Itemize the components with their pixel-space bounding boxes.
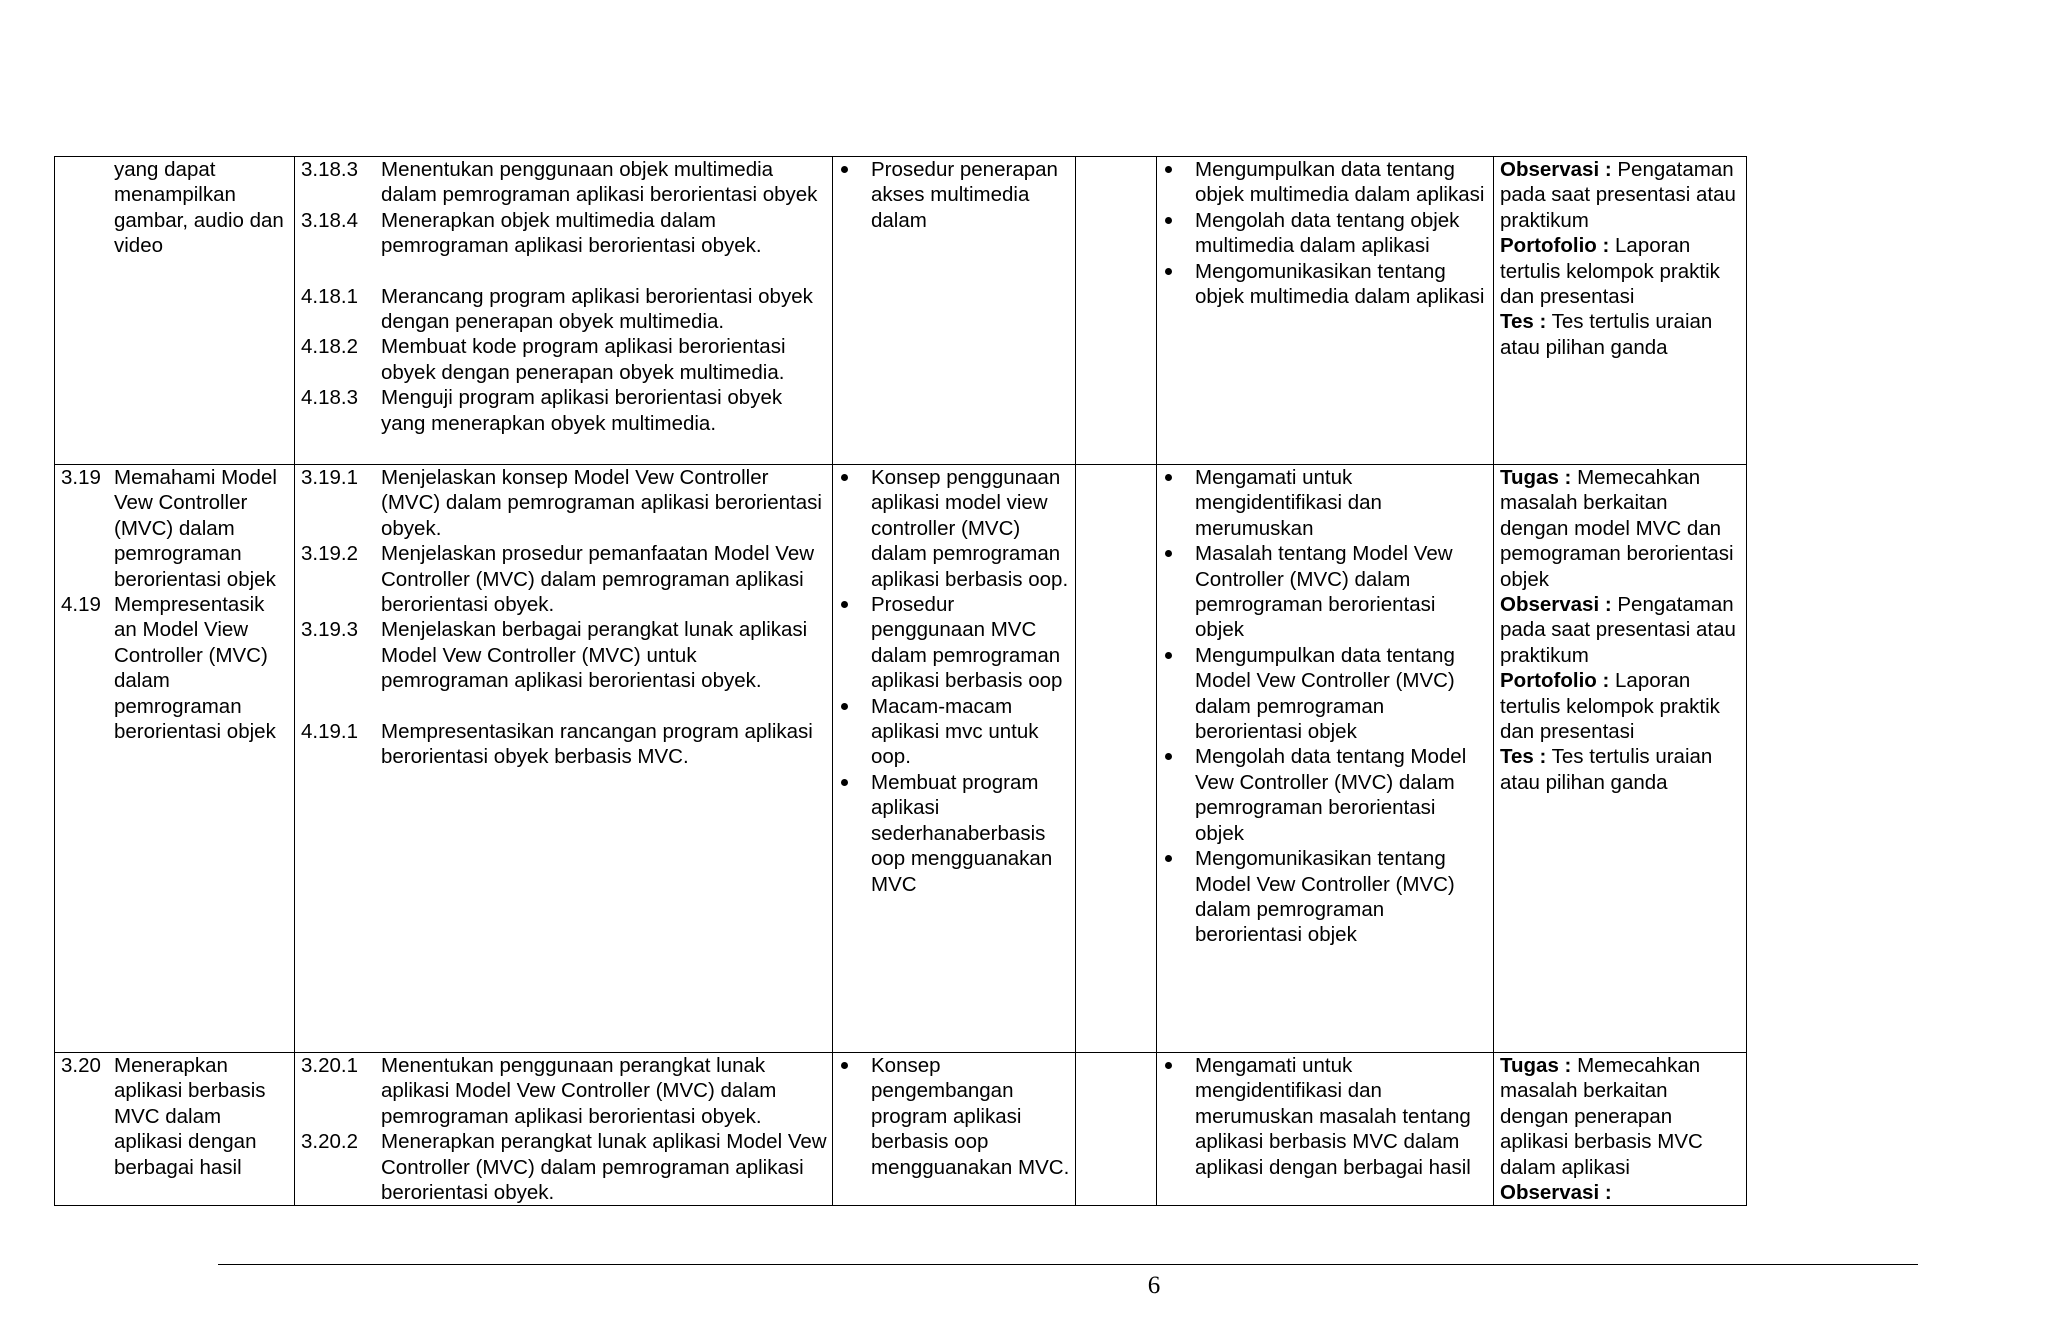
bullet-item — [1157, 541, 1488, 643]
kd-cell — [55, 1053, 295, 1206]
bullet-item — [833, 592, 1070, 694]
kd-cell — [55, 465, 295, 1053]
bullet-item — [833, 694, 1070, 770]
assessment-label: Tugas : — [1500, 1054, 1572, 1077]
indicator-number: 3.18.4 — [301, 208, 358, 232]
bullet-icon — [1157, 208, 1195, 259]
bullet-icon — [1157, 744, 1195, 846]
bullet-item — [1157, 259, 1488, 310]
indicator-number: 3.20.1 — [301, 1054, 358, 1077]
bullet-text: Mengomunikasikan tentang objek multimedia dalam aplikasi — [1195, 259, 1485, 309]
indicator-number: 4.19.1 — [301, 719, 358, 743]
indicator-item — [301, 465, 827, 541]
assessment-label: Observasi : — [1500, 593, 1612, 617]
bullet-item — [833, 1053, 1070, 1180]
indicator-item — [301, 617, 827, 693]
table-row — [55, 465, 1747, 1053]
indicator-text: Menentukan penggunaan perangkat lunak aplikasi Model Vew Controller (MVC) dalam pemrograman aplikasi berorientasi obyek. — [381, 1054, 777, 1128]
indicator-number: 4.18.3 — [301, 386, 358, 410]
bullet-item — [1157, 157, 1488, 208]
indicator-cell — [295, 465, 833, 1053]
indicator-item — [301, 1053, 827, 1129]
bullet-item — [1157, 208, 1488, 259]
bullet-text: Mengamati untuk mengidentifikasi dan merumuskan — [1195, 466, 1382, 540]
kd-number: 3.19 — [61, 466, 101, 489]
empty-cell — [1076, 157, 1157, 465]
page-number: 6 — [1147, 1272, 1161, 1299]
indicator-number: 3.19.2 — [301, 542, 358, 566]
indicator-item — [301, 719, 827, 770]
assessment-item — [1500, 744, 1741, 795]
indicator-item — [301, 541, 827, 617]
kd-cell — [55, 157, 295, 465]
bullet-icon — [1157, 846, 1195, 948]
assessment-label: Observasi : — [1500, 158, 1612, 181]
indicator-item — [301, 208, 827, 259]
indicator-item — [301, 385, 827, 436]
kd-text: Mempresentasik an Model View Controller (MVC) dalam pemrograman berorientasi objek — [114, 593, 276, 744]
indicator-text: Menerapkan objek multimedia dalam pemrograman aplikasi berorientasi obyek. — [381, 208, 762, 258]
bullet-icon — [1157, 259, 1195, 310]
bullet-item — [1157, 744, 1488, 846]
bullet-icon — [833, 1053, 871, 1180]
empty-cell — [1076, 1053, 1157, 1206]
assessment-text: Memecahkan masalah berkaitan dengan penerapan aplikasi berbasis MVC dalam aplikasi — [1500, 1054, 1703, 1179]
indicator-number: 4.18.1 — [301, 284, 358, 308]
assessment-item — [1500, 157, 1741, 233]
penilaian-cell — [1494, 465, 1747, 1053]
indicator-text: Menjelaskan konsep Model Vew Controller (MVC) dalam pemrograman aplikasi berorientasi obyek. — [381, 466, 822, 540]
kd-item — [61, 1053, 289, 1180]
assessment-label: Portofolio : — [1500, 669, 1610, 693]
assessment-text: Pengataman pada saat presentasi atau praktikum — [1500, 158, 1736, 232]
indicator-item — [301, 284, 827, 335]
indicator-number: 3.20.2 — [301, 1130, 358, 1154]
assessment-text: Memecahkan masalah berkaitan dengan model MVC dan pemograman berorientasi objek — [1500, 466, 1734, 591]
kd-number: 3.20 — [61, 1054, 101, 1077]
indicator-text: Menjelaskan prosedur pemanfaatan Model Vew Controller (MVC) dalam pemrograman aplikasi berorientasi obyek. — [381, 542, 815, 617]
indicator-text: Membuat kode program aplikasi berorientasi obyek dengan penerapan obyek multimedia. — [381, 335, 786, 384]
bullet-icon — [833, 592, 871, 694]
bullet-text: Mengolah data tentang objek multimedia dalam aplikasi — [1195, 208, 1460, 258]
indicator-cell — [295, 157, 833, 465]
bullet-icon — [1157, 465, 1195, 541]
bullet-text: Mengolah data tentang Model Vew Controller (MVC) dalam pemrograman berorientasi objek — [1195, 745, 1467, 845]
indicator-text: Mempresentasikan rancangan program aplikasi berorientasi obyek berbasis MVC. — [381, 719, 813, 769]
competency-table — [54, 156, 1747, 1206]
indicator-item — [301, 157, 827, 208]
empty-cell — [1076, 465, 1157, 1053]
bullet-icon — [1157, 157, 1195, 208]
bullet-text: Prosedur penggunaan MVC dalam pemrograman aplikasi berbasis oop — [871, 593, 1063, 693]
kd-item — [61, 592, 289, 744]
assessment-item — [1500, 1053, 1741, 1180]
bullet-text: Konsep pengembangan program aplikasi berbasis oop mengguanakan MVC. — [871, 1054, 1070, 1179]
indicator-text: Menentukan penggunaan objek multimedia dalam pemrograman aplikasi berorientasi obyek — [381, 158, 818, 207]
assessment-label: Tes : — [1500, 310, 1547, 334]
materi-cell — [833, 1053, 1076, 1206]
bullet-item — [1157, 1053, 1488, 1180]
assessment-label: Tes : — [1500, 745, 1547, 769]
assessment-label: Observasi : — [1500, 1181, 1612, 1205]
assessment-label: Portofolio : — [1500, 234, 1610, 258]
bullet-icon — [833, 694, 871, 770]
indicator-text: Merancang program aplikasi berorientasi obyek dengan penerapan obyek multimedia. — [381, 284, 813, 334]
indicator-item — [301, 334, 827, 385]
indicator-item — [301, 1129, 827, 1205]
bullet-text: Mengumpulkan data tentang Model Vew Controller (MVC) dalam pemrograman berorientasi objek — [1195, 643, 1455, 744]
indicator-text: Menguji program aplikasi berorientasi obyek yang menerapkan obyek multimedia. — [381, 386, 783, 435]
assessment-item — [1500, 309, 1741, 360]
assessment-item — [1500, 1180, 1741, 1205]
bullet-text: Membuat program aplikasi sederhanaberbasis oop mengguanakan MVC — [871, 770, 1053, 896]
materi-cell — [833, 465, 1076, 1053]
assessment-item — [1500, 465, 1741, 592]
assessment-text: Laporan tertulis kelompok praktik dan presentasi — [1500, 669, 1720, 744]
spacer — [301, 694, 827, 719]
indicator-number: 3.19.3 — [301, 618, 358, 642]
indicator-cell — [295, 1053, 833, 1206]
assessment-item — [1500, 592, 1741, 668]
bullet-icon — [1157, 1053, 1195, 1180]
pembelajaran-cell — [1157, 1053, 1494, 1206]
kd-item — [61, 157, 289, 259]
bullet-item — [833, 770, 1070, 897]
bullet-item — [833, 157, 1070, 233]
bullet-text: Masalah tentang Model Vew Controller (MVC) dalam pemrograman berorientasi objek — [1195, 542, 1453, 642]
kd-item — [61, 465, 289, 592]
assessment-text: Laporan tertulis kelompok praktik dan presentasi — [1500, 234, 1720, 309]
footer-divider — [218, 1264, 1918, 1265]
assessment-item — [1500, 668, 1741, 744]
bullet-text: Mengomunikasikan tentang Model Vew Controller (MVC) dalam pemrograman berorientasi objek — [1195, 847, 1455, 947]
spacer — [301, 259, 827, 284]
indicator-number: 3.19.1 — [301, 466, 358, 489]
bullet-text: Konsep penggunaan aplikasi model view controller (MVC) dalam pemrograman aplikasi berbasis oop. — [871, 466, 1069, 591]
table-row — [55, 1053, 1747, 1206]
table-row — [55, 157, 1747, 465]
indicator-number: 4.18.2 — [301, 335, 358, 359]
pembelajaran-cell — [1157, 157, 1494, 465]
bullet-text: Macam-macam aplikasi mvc untuk oop. — [871, 694, 1039, 769]
indicator-text: Menjelaskan berbagai perangkat lunak aplikasi Model Vew Controller (MVC) untuk pemrograman aplikasi berorientasi obyek. — [381, 618, 808, 693]
bullet-icon — [833, 770, 871, 897]
penilaian-cell — [1494, 1053, 1747, 1206]
kd-text: Menerapkan aplikasi berbasis MVC dalam aplikasi dengan berbagai hasil — [114, 1054, 266, 1179]
pembelajaran-cell — [1157, 465, 1494, 1053]
indicator-number: 3.18.3 — [301, 158, 358, 181]
bullet-icon — [1157, 541, 1195, 643]
materi-cell — [833, 157, 1076, 465]
assessment-label: Tugas : — [1500, 466, 1572, 489]
penilaian-cell — [1494, 157, 1747, 465]
bullet-item — [1157, 846, 1488, 948]
bullet-item — [833, 465, 1070, 592]
bullet-text: Mengamati untuk mengidentifikasi dan merumuskan masalah tentang aplikasi berbasis MVC dalam aplikasi dengan berbagai hasil — [1195, 1054, 1471, 1179]
bullet-icon — [833, 157, 871, 233]
kd-text: yang dapat menampilkan gambar, audio dan video — [114, 158, 284, 258]
kd-number — [61, 157, 114, 259]
bullet-item — [1157, 465, 1488, 541]
indicator-text: Menerapkan perangkat lunak aplikasi Model Vew Controller (MVC) dalam pemrograman aplikasi berorientasi obyek. — [381, 1130, 827, 1205]
bullet-icon — [1157, 643, 1195, 745]
bullet-icon — [833, 465, 871, 592]
kd-number: 4.19 — [61, 593, 101, 617]
assessment-text: Pengataman pada saat presentasi atau praktikum — [1500, 593, 1736, 667]
assessment-item — [1500, 233, 1741, 309]
bullet-text: Prosedur penerapan akses multimedia dalam — [871, 158, 1058, 232]
bullet-text: Mengumpulkan data tentang objek multimedia dalam aplikasi — [1195, 158, 1485, 207]
assessment-text: Tes tertulis uraian atau pilihan ganda — [1500, 310, 1713, 359]
assessment-text: Tes tertulis uraian atau pilihan ganda — [1500, 745, 1713, 794]
bullet-item — [1157, 643, 1488, 745]
kd-text: Memahami Model Vew Controller (MVC) dalam pemrograman berorientasi objek — [114, 466, 277, 591]
